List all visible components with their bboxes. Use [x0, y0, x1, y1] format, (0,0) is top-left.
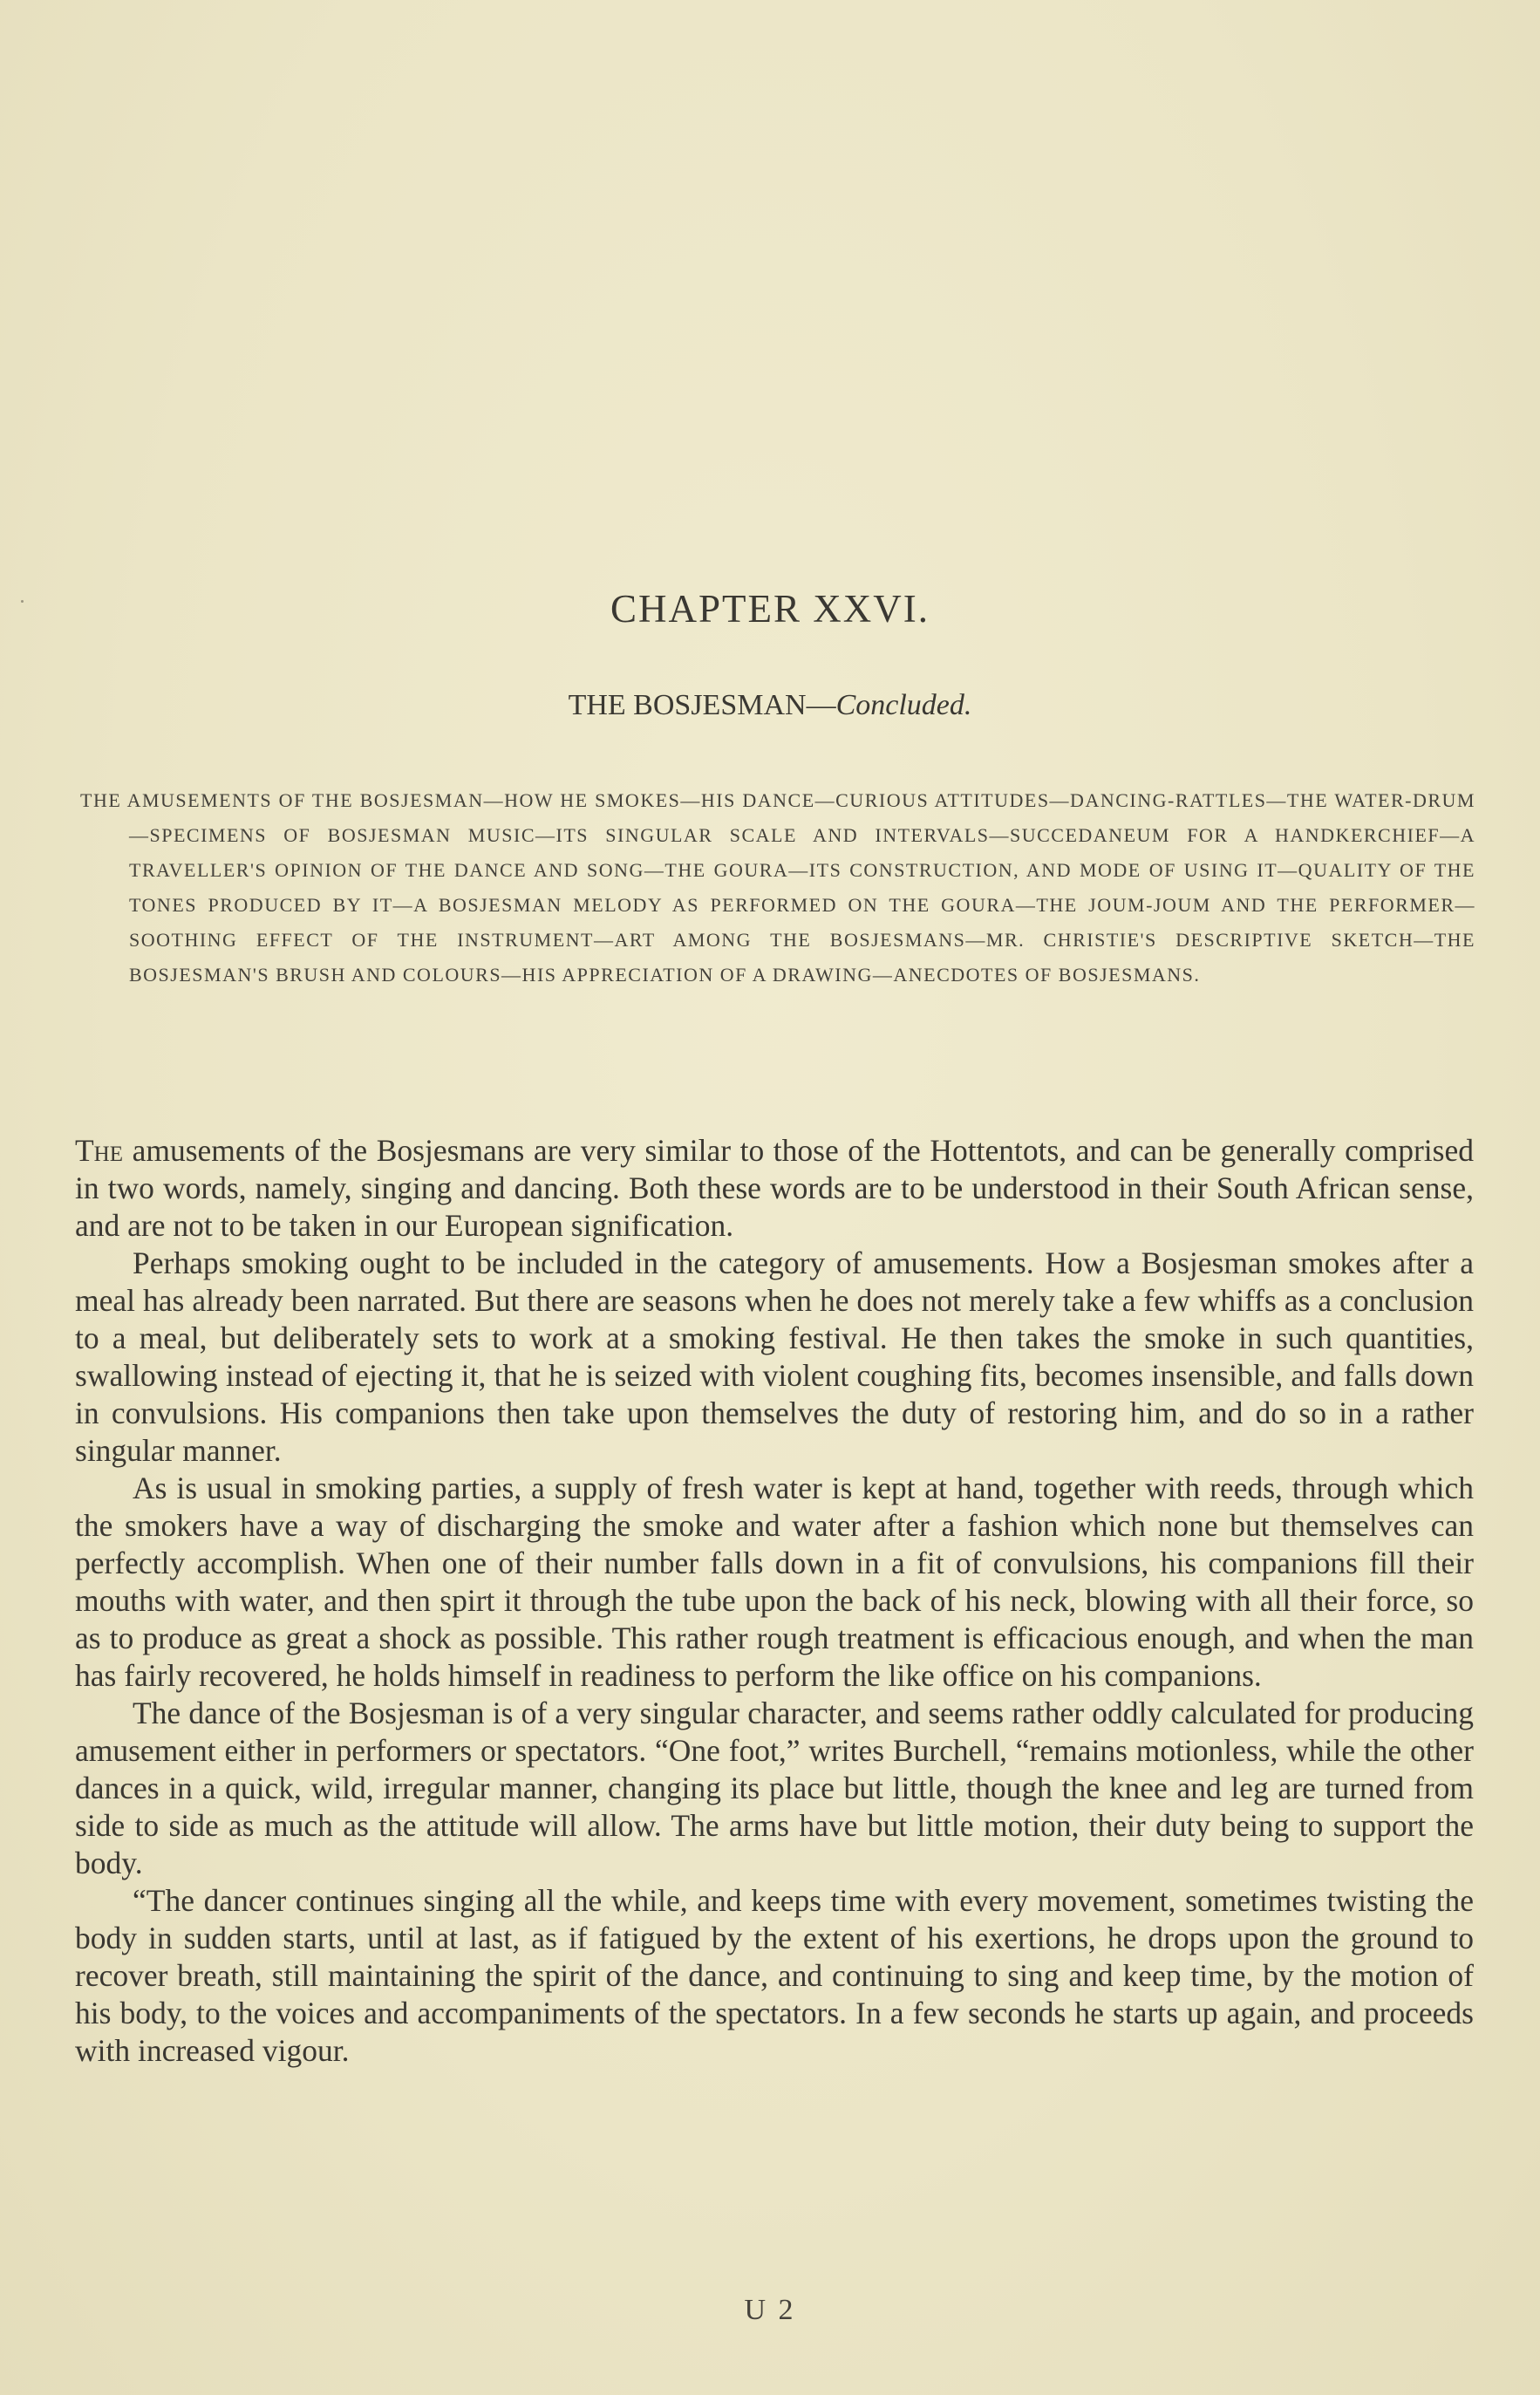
subtitle-italic: Concluded. [835, 689, 972, 721]
paragraph-lead-word: The [75, 1133, 124, 1168]
page-signature: U 2 [744, 2294, 796, 2326]
paragraph-1 [75, 1132, 1474, 1245]
paragraph-2: Perhaps smoking ought to be included in the category of amusements. How a Bosjesman smokes after a meal has already been narrated. But there are seasons when he does not merely take a few whiffs as a conclusion to a meal, but deliberately sets to work at a smoking festival. He then takes the smoke in such quantities, swallowing instead of ejecting it, that he is seized with violent coughing fits, becomes insensible, and falls down in convulsions. His companions then take upon themselves the duty of restoring him, and do so in a rather singular manner. [75, 1245, 1474, 1468]
chapter-synopsis: THE AMUSEMENTS OF THE BOSJESMAN—HOW HE SMOKES—HIS DANCE—CURIOUS ATTITUDES—DANCING-RATTLES—THE WATER-DRUM—SPECIMENS OF BOSJESMAN MUSIC—ITS SINGULAR SCALE AND INTERVALS—SUCCEDANEUM FOR A HANDKERCHIEF—A TRAVELLER'S OPINION OF THE DANCE AND SONG—THE GOURA—ITS CONSTRUCTION, AND MODE OF USING IT—QUALITY OF THE TONES PRODUCED BY IT—A BOSJESMAN MELODY AS PERFORMED ON THE GOURA—THE JOUM-JOUM AND THE PERFORMER—SOOTHING EFFECT OF THE INSTRUMENT—ART AMONG THE BOSJESMANS—MR. CHRISTIE'S DESCRIPTIVE SKETCH—THE BOSJESMAN'S BRUSH AND COLOURS—HIS APPRECIATION OF A DRAWING—ANECDOTES OF BOSJESMANS. [80, 789, 1475, 986]
subtitle-main: THE BOSJESMAN— [568, 689, 836, 721]
chapter-title: CHAPTER XXVI. [610, 587, 930, 631]
paragraph-4: The dance of the Bosjesman is of a very singular character, and seems rather oddly calculated for producing amusement either in performers or spectators. “One foot,” writes Burchell, “remains motionless, while the other dances in a quick, wild, irregular manner, changing its place but little, though the knee and leg are turned from side to side as much as the attitude will allow. The arms have but little motion, their duty being to support the body. [75, 1696, 1474, 1880]
chapter-subtitle [0, 689, 1540, 722]
paragraph-3: As is usual in smoking parties, a supply of fresh water is kept at hand, together with reeds, through which the smokers have a way of discharging the smoke and water after a fashion which none but themselves can perfectly accomplish. When one of their number falls down in a fit of convulsions, his companions fill their mouths with water, and then spirt it through the tube upon the back of his neck, blowing with all their force, so as to produce as great a shock as possible. This rather rough treatment is efficacious enough, and when the man has fairly recovered, he holds himself in readiness to perform the like office on his companions. [75, 1470, 1474, 1693]
paragraph-5: “The dancer continues singing all the while, and keeps time with every movement, sometimes twisting the body in sudden starts, until at last, as if fatigued by the extent of his exertions, he drops upon the ground to recover breath, still maintaining the spirit of the dance, and continuing to sing and keep time, by the motion of his body, to the voices and accompaniments of the spectators. In a few seconds he starts up again, and proceeds with increased vigour. [75, 1883, 1474, 2068]
body-text [75, 1132, 1474, 2070]
paragraph-1-text: amusements of the Bosjesmans are very similar to those of the Hottentots, and can be generally comprised in two words, namely, singing and dancing. Both these words are to be understood in their South African sense, and are not to be taken in our European signification. [75, 1133, 1474, 1243]
